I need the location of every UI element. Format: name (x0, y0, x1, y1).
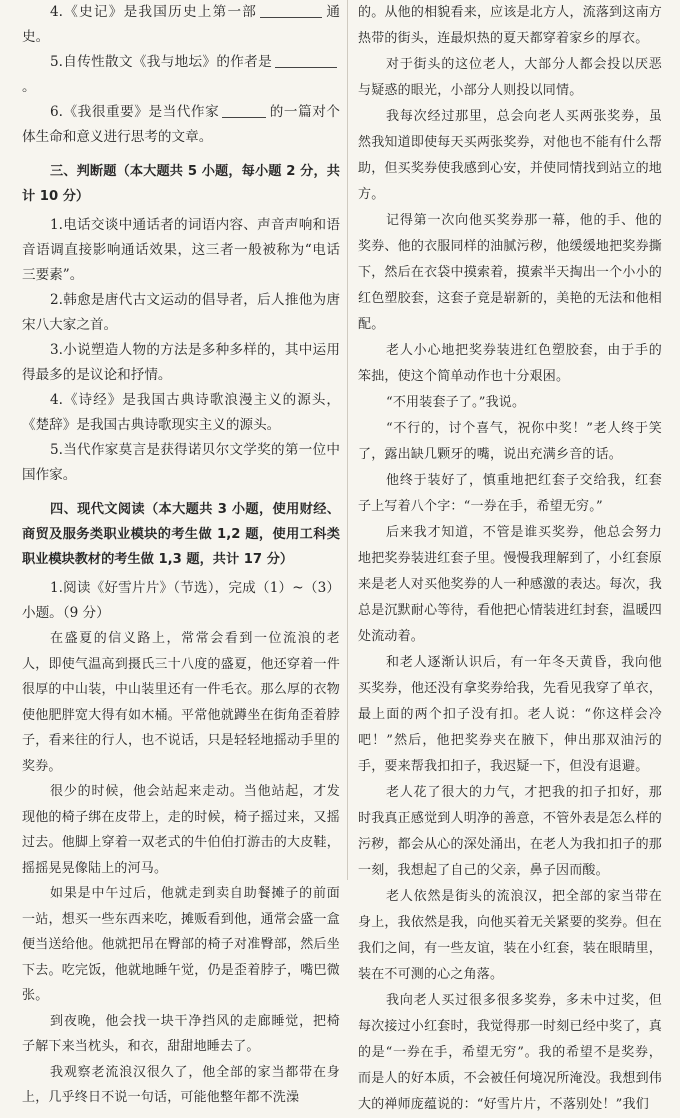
passage-paragraph: 到夜晚，他会找一块干净挡风的走廊睡觉，把椅子解下来当枕头，和衣，甜甜地睡去了。 (22, 1013, 340, 1054)
judge-item: 4.《诗经》是我国古典诗歌浪漫主义的源头，《楚辞》是我国古典诗歌现实主义的源头。 (22, 392, 340, 433)
passage-paragraph: 我向老人买过很多很多奖券，多未中过奖，但每次接过小红套时，我觉得那一时刻已经中奖了，真的是“一券在手，希望无穷”。我的希望不是奖券，而是人的好本质，不会被任何境况所淹没。我想到伟大的禅师庞蕴说的：“好雪片片，不落别处！”我们 (358, 993, 662, 1112)
judge-item: 5.当代作家莫言是获得诺贝尔文学奖的第一位中国作家。 (22, 442, 340, 483)
passage-paragraph: 他终于装好了，慎重地把红套子交给我，红套子上写着八个字：“一券在手，希望无穷。” (358, 473, 662, 514)
answer-blank[interactable] (275, 53, 337, 68)
fill-question-5 (22, 50, 340, 100)
passage-paragraph: 我观察老流浪汉很久了，他全部的家当都带在身上，几乎终日不说一句话，可能他整年都不洗澡 (22, 1064, 340, 1105)
passage-paragraph: 和老人逐渐认识后，有一年冬天黄昏，我向他买奖券，他还没有拿奖券给我，先看见我穿了单衣，最上面的两个扣子没有扣。老人说：“你这样会冷吧！”然后，他把奖券夹在腋下，伸出那双油污的手，要来帮我扣扣子，我迟疑一下，但没有退避。 (358, 655, 662, 774)
fill-q5-after: 。 (22, 79, 36, 95)
reading-intro: 1.阅读《好雪片片》（节选），完成（1）~（3）小题。（9 分） (22, 580, 340, 621)
answer-blank[interactable] (222, 103, 266, 118)
fill-q6-before: 6.《我很重要》是当代作家 (50, 104, 220, 120)
passage-paragraph: 记得第一次向他买奖券那一幕，他的手、他的奖券、他的衣服同样的油腻污秽，他缓缓地把奖券撕下，然后在衣袋中摸索着，摸索半天掏出一个小小的红色塑胶套，这套子竟是崭新的，美艳的无法和他相配。 (358, 213, 662, 332)
fill-question-6 (22, 100, 340, 150)
passage-paragraph: 的。从他的相貌看来，应该是北方人，流落到这南方热带的街头，连最炽热的夏天都穿着家乡的厚衣。 (358, 5, 662, 46)
passage-paragraph: 如果是中午过后，他就走到卖自助餐摊子的前面一站，想买一些东西来吃，摊贩看到他，通常会盛一盒便当送给他。他就把吊在臀部的椅子对准臀部，然后坐下去。吃完饭，他就地睡午觉，仍是歪着脖子，嘴巴微张。 (22, 886, 340, 1003)
passage-paragraph: 老人花了很大的力气，才把我的扣子扣好，那时我真正感觉到人明净的善意，不管外表是怎么样的污秽，都会从心的深处涌出，在老人为我扣扣子的那一刻，我想起了自己的父亲，鼻子因而酸。 (358, 785, 662, 878)
passage-paragraph: “不用装套子了。”我说。 (386, 395, 526, 410)
passage-paragraph: 我每次经过那里，总会向老人买两张奖券，虽然我知道即使每天买两张奖券，对他也不能有什么帮助，但买奖券使我感到心安，并使同情找到站立的地方。 (358, 109, 662, 202)
fill-q4-after: 通史。 (22, 4, 340, 45)
passage-paragraph: 老人依然是街头的流浪汉，把全部的家当带在身上，我依然是我，向他买着无关紧要的奖券。但在我们之间，有一些友谊，装在小红套，装在眼睛里，装在不可测的心之角落。 (358, 889, 662, 982)
fill-q4-before: 4.《史记》是我国历史上第一部 (50, 4, 258, 20)
left-column (22, 0, 340, 1111)
section-3-heading: 三、判断题（本大题共 5 小题，每小题 2 分，共计 10 分） (22, 164, 340, 204)
passage-paragraph: 对于街头的这位老人，大部分人都会投以厌恶与疑惑的眼光，小部分人则投以同情。 (358, 57, 662, 98)
judge-item: 1.电话交谈中通话者的词语内容、声音声响和语音语调直接影响通话效果，这三者一般被称为“电话三要素”。 (22, 217, 340, 283)
passage-paragraph: 老人小心地把奖券装进红色塑胶套，由于手的笨拙，使这个简单动作也十分艰困。 (358, 343, 662, 384)
fill-question-4 (22, 0, 340, 50)
judge-item: 2.韩愈是唐代古文运动的倡导者，后人推他为唐宋八大家之首。 (22, 292, 340, 333)
passage-paragraph: 很少的时候，他会站起来走动。当他站起，才发现他的椅子绑在皮带上，走的时候，椅子摇过来，又摇过去。他脚上穿着一双老式的牛伯伯打游击的大皮鞋，摇摇晃晃像陆上的河马。 (22, 784, 340, 876)
fill-q6-after: 的一篇对个体生命和意义进行思考的文章。 (22, 104, 340, 145)
section-4-heading: 四、现代文阅读（本大题共 3 小题，使用财经、商贸及服务类职业模块的考生做 1,2 题，使用工科类职业模块教材的考生做 1,3 题，共计 17 分） (22, 502, 340, 567)
judge-item: 3.小说塑造人物的方法是多种多样的，其中运用得最多的是议论和抒情。 (22, 342, 340, 383)
answer-blank[interactable] (260, 3, 322, 18)
right-column (358, 0, 662, 1118)
passage-paragraph: 在盛夏的信义路上，常常会看到一位流浪的老人，即使气温高到摄氏三十八度的盛夏，他还穿着一件很厚的中山装，中山装里还有一件毛衣。那么厚的衣物使他肥胖宽大得有如木桶。平常他就蹲坐在街角歪着脖子，看来往的行人，也不说话，只是轻轻地摇动手里的奖券。 (22, 631, 340, 774)
column-divider (347, 0, 348, 880)
passage-paragraph: “不行的，讨个喜气，祝你中奖！”老人终于笑了，露出缺几颗牙的嘴，说出充满乡音的话。 (358, 421, 662, 462)
fill-q5-before: 5.自传性散文《我与地坛》的作者是 (50, 54, 272, 70)
passage-paragraph: 后来我才知道，不管是谁买奖券，他总会努力地把奖券装进红套子里。慢慢我理解到了，小红套原来是老人对买他奖券的人一种感激的表达。每次，我总是沉默耐心等待，看他把心情装进红封套，温暖四处流动着。 (358, 525, 662, 644)
